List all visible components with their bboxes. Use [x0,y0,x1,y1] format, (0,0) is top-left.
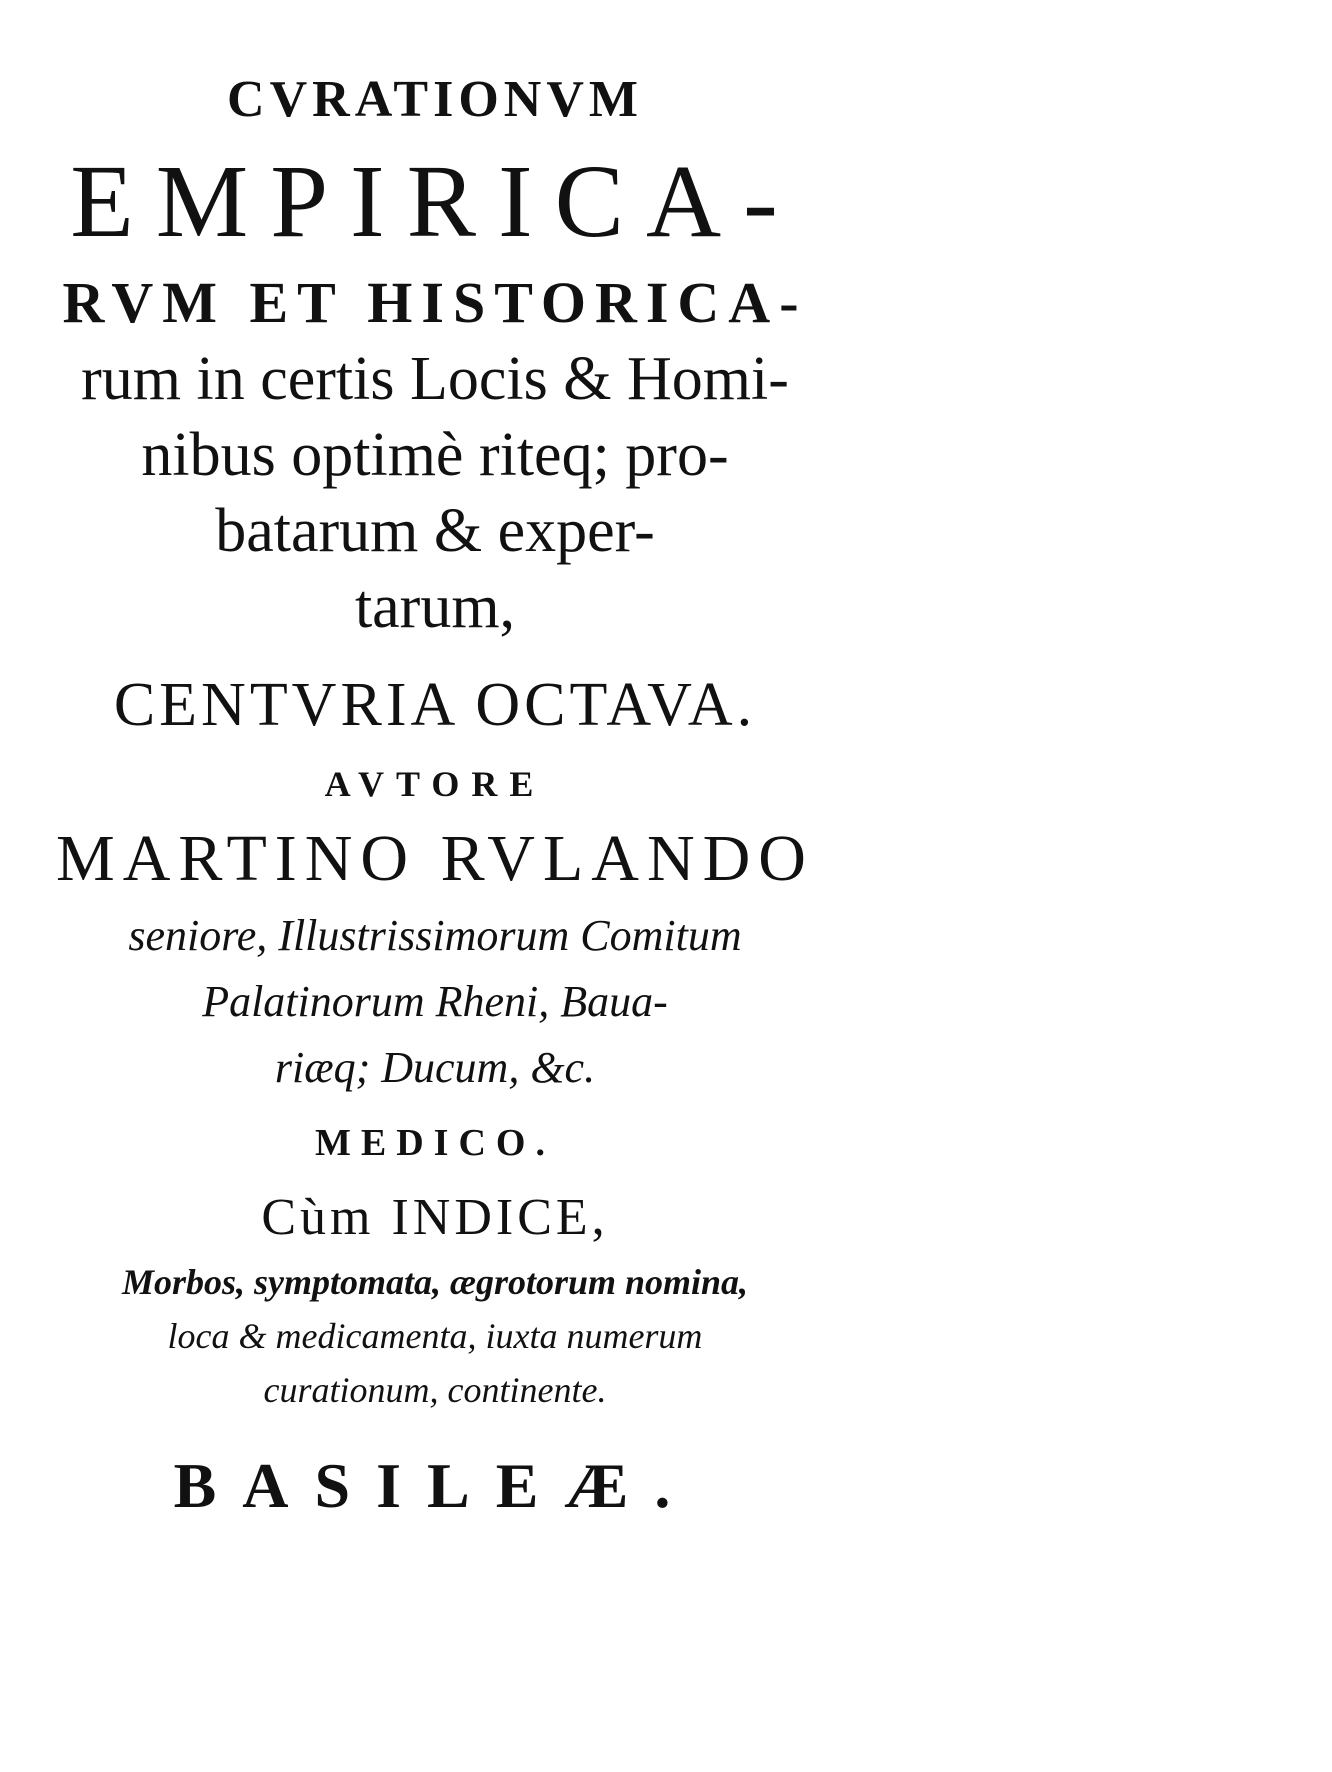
title-block [20,60,850,1521]
autore-label: AVTORE [324,764,546,804]
centuria-heading: CENTVRIA OCTAVA. [113,671,757,739]
author-title-line3: riæq; Ducum, &c. [274,1043,596,1092]
title-line-empirica: EMPIRICA- [70,144,800,259]
index-description-line2: loca & medicamenta, iuxta numerum [167,1316,703,1356]
index-description-line1: Morbos, symptomata, ægrotorum nomina, [121,1262,749,1302]
index-heading: Cùm INDICE, [261,1189,609,1246]
title-line-expertarum: tarum, [354,573,516,641]
author-title-line2: Palatinorum Rheni, Baua- [202,977,668,1026]
author-title-line1: seniore, Illustrissimorum Comitum [128,911,742,960]
title-line-locis: rum in certis Locis & Homi- [81,345,789,413]
author-name: MARTINO RVLANDO [56,822,814,895]
medico-label: MEDICO. [315,1122,555,1164]
title-line-optime: nibus optimè riteq; pro- [141,421,729,489]
index-description-line3: curationum, continente. [263,1370,607,1410]
title-line-historica: RVM ET HISTORICA- [62,270,808,335]
imprint-place: BASILEÆ. [173,1450,697,1521]
title-line-probatarum: batarum & exper- [215,497,655,565]
title-line-curationum: CVRATIONVM [227,71,643,128]
